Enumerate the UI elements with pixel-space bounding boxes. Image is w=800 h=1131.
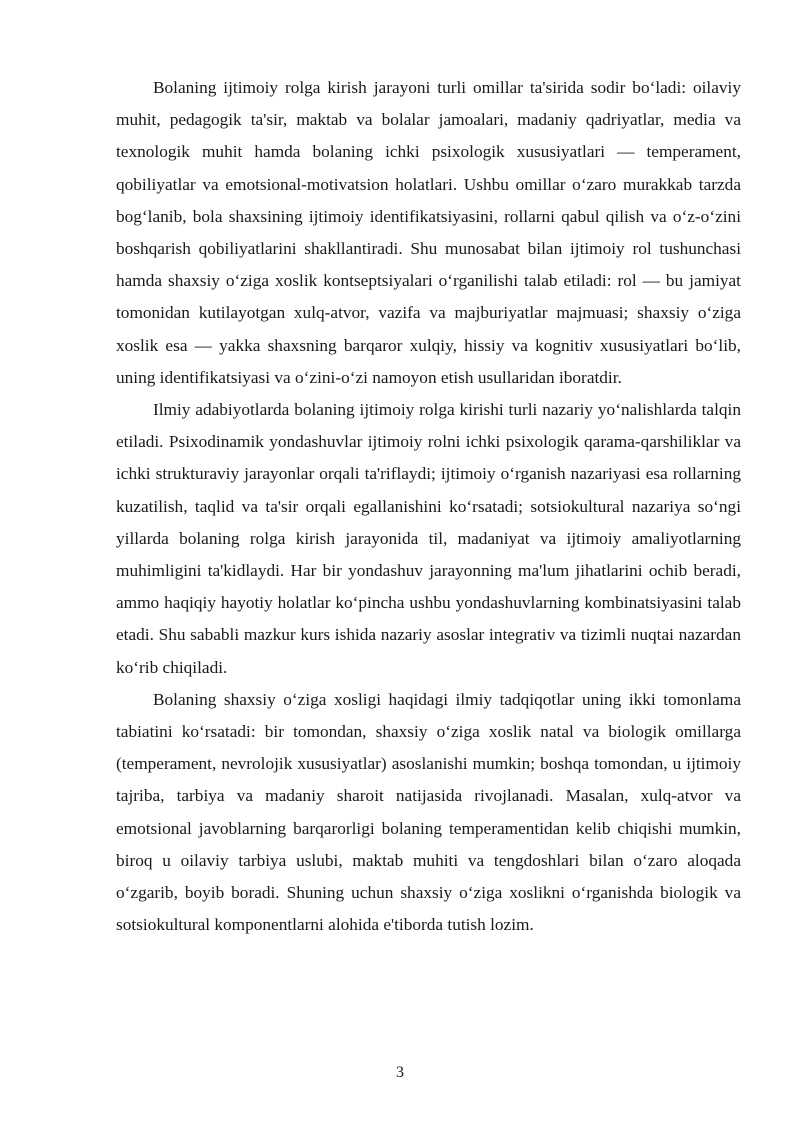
document-body [116,72,741,941]
paragraph-3: Bolaning shaxsiy o‘ziga xosligi haqidagi ilmiy tadqiqotlar uning ikki tomonlama tabiatini ko‘rsatadi: bir tomondan, shaxsiy o‘ziga xoslik natal va biologik omillarga (temperament, nevrolojik xususiyatlar) asoslanishi mumkin; boshqa tomondan, u ijtimoiy tajriba, tarbiya va madaniy sharoit natijasida rivojlanadi. Masalan, xulq-atvor va emotsional javoblarning barqarorligi bolaning temperamentidan kelib chiqishi mumkin, biroq u oilaviy tarbiya uslubi, maktab muhiti va tengdoshlari bilan o‘zaro aloqada o‘zgarib, boyib boradi. Shuning uchun shaxsiy o‘ziga xoslikni o‘rganishda biologik va sotsiokultural komponentlarni alohida e'tiborda tutish lozim. [116,689,741,935]
paragraph-2: Ilmiy adabiyotlarda bolaning ijtimoiy rolga kirishi turli nazariy yo‘nalishlarda talqin etiladi. Psixodinamik yondashuvlar ijtimoiy rolni ichki psixologik qarama-qarshiliklar va ichki strukturaviy jarayonlar orqali ta'riflaydi; ijtimoiy o‘rganish nazariyasi esa rollarning kuzatilish, taqlid va ta'sir orqali egallanishini ko‘rsatadi; sotsiokultural nazariya so‘ngi yillarda bolaning rolga kirish jarayonida til, madaniyat va ijtimoiy amaliyotlarning muhimligini ta'kidlaydi. Har bir yondashuv jarayonning ma'lum jihatlarini ochib beradi, ammo haqiqiy hayotiy holatlar ko‘pincha ushbu yondashuvlarning kombinatsiyasini talab etadi. Shu sababli mazkur kurs ishida nazariy asoslar integrativ va tizimli nuqtai nazardan ko‘rib chiqiladi. [116,400,741,677]
page-number: 3 [396,1064,404,1081]
paragraph-1: Bolaning ijtimoiy rolga kirish jarayoni turli omillar ta'sirida sodir bo‘ladi: oilaviy muhit, pedagogik ta'sir, maktab va bolalar jamoalari, madaniy qadriyatlar, media va texnologik muhit hamda bolaning ichki psixologik xususiyatlari — temperament, qobiliyatlar va emotsional-motivatsion holatlari. Ushbu omillar o‘zaro murakkab tarzda bog‘lanib, bola shaxsining ijtimoiy identifikatsiyasini, rollarni qabul qilish va o‘z-o‘zini boshqarish qobiliyatlarini shakllantiradi. Shu munosabat bilan ijtimoiy rol tushunchasi hamda shaxsiy o‘ziga xoslik kontseptsiyalari o‘rganilishi talab etiladi: rol — bu jamiyat tomonidan kutilayotgan xulq-atvor, vazifa va majburiyatlar majmuasi; shaxsiy o‘ziga xoslik esa — yakka shaxsning barqaror xulqiy, hissiy va kognitiv xususiyatlari bo‘lib, uning identifikatsiyasi va o‘zini-o‘zi namoyon etish usullaridan iboratdir. [116,78,741,387]
